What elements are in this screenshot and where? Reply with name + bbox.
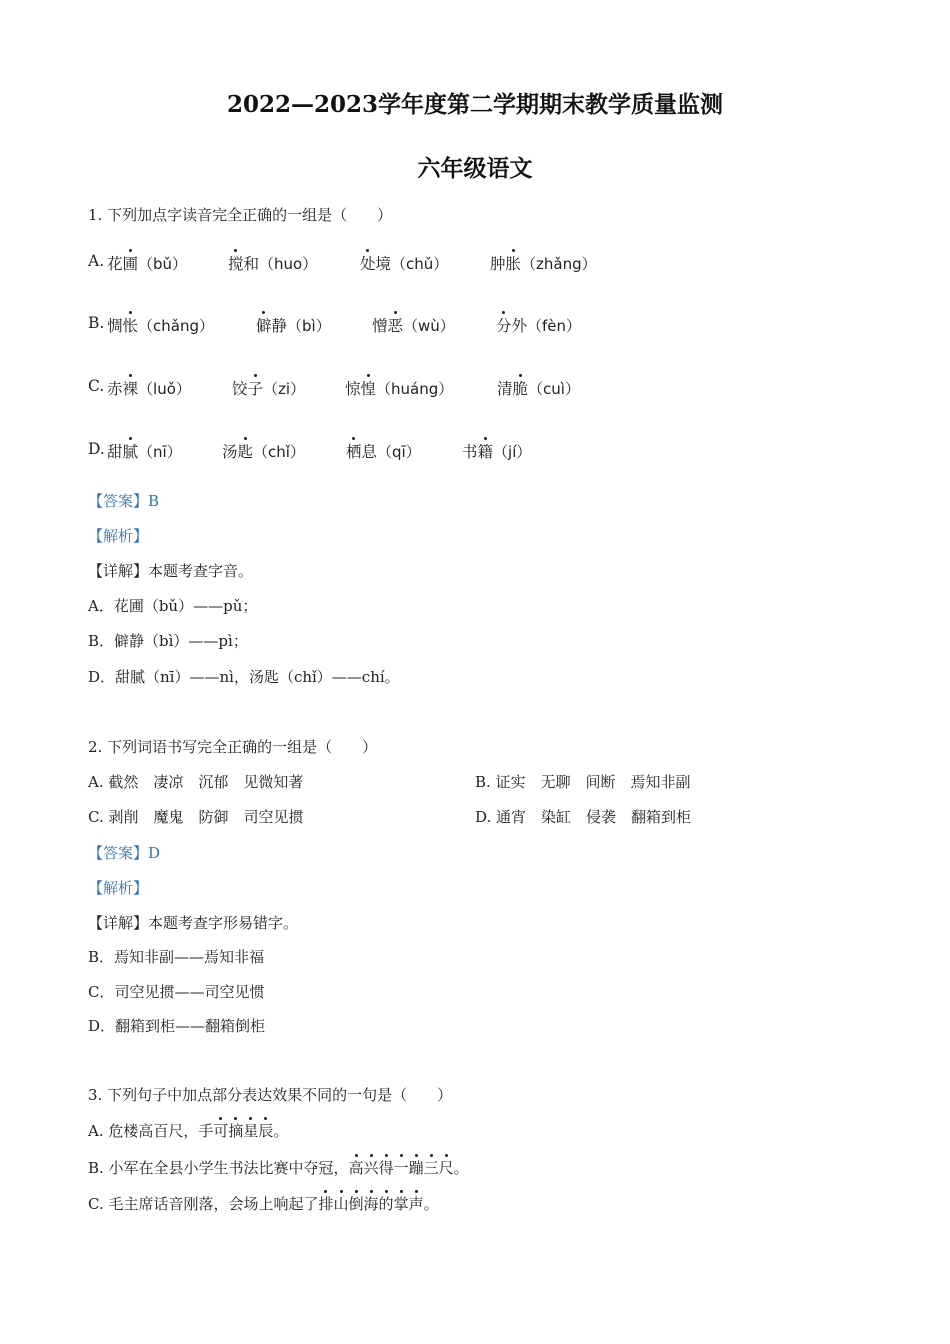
q2-answer: 【答案】D (88, 844, 161, 862)
dotted-char: 的 (378, 1195, 394, 1213)
option-label: A. (88, 252, 105, 270)
q1-option-word (107, 440, 182, 462)
pinyin: （fèn） (527, 317, 582, 335)
q1-analysis: 【解析】 (88, 527, 149, 545)
q1-row-a (88, 252, 104, 270)
word-char: 憎 (372, 317, 388, 335)
q2-note-c: C．司空见掼——司空见惯 (88, 983, 265, 1001)
dotted-char: 声 (408, 1195, 424, 1213)
dotted-char: 辰 (258, 1122, 274, 1140)
pinyin: （zhǎng） (521, 255, 597, 273)
q2-note-d: D．翻箱到柜——翻箱倒柜 (88, 1017, 266, 1035)
word-char: 饺 (232, 380, 248, 398)
dotted-char: 恶 (388, 314, 404, 336)
q1-option-word (107, 377, 191, 399)
dotted-char: 蹦 (408, 1159, 424, 1177)
dotted-char: 星 (243, 1122, 259, 1140)
dotted-char: 圃 (123, 252, 139, 274)
dotted-char: 摘 (228, 1122, 244, 1140)
word-char: 花 (107, 255, 123, 273)
q1-option-word (232, 377, 305, 399)
dotted-char: 匙 (238, 440, 254, 462)
option-label: D. (88, 440, 105, 458)
q3-a-post: 。 (273, 1122, 289, 1140)
pinyin: （qī） (377, 443, 421, 461)
q1-option-word (490, 252, 597, 274)
q1-note-b: B．僻静（bì）——pì； (88, 632, 248, 650)
dotted-char: 分 (496, 314, 512, 336)
pinyin: （huáng） (376, 380, 454, 398)
q3-a-pre: A. 危楼高百尺，手 (88, 1122, 214, 1140)
pinyin: （cuì） (528, 380, 580, 398)
dotted-char: 倒 (348, 1195, 364, 1213)
q1-row-d (88, 440, 105, 458)
word-char: 惊 (345, 380, 361, 398)
q3-option-a (88, 1120, 288, 1141)
q1-row-c (88, 377, 104, 395)
word-char: 甜 (107, 443, 123, 461)
q3-b-pre: B. 小军在全县小学生书法比赛中夺冠， (88, 1159, 349, 1177)
document-subtitle: 六年级语文 (417, 155, 533, 182)
q1-option-word (107, 252, 187, 274)
pinyin: （jí） (493, 443, 532, 461)
q3-c-pre: C. 毛主席话音刚落，会场上响起了 (88, 1195, 319, 1213)
dotted-char: 排 (318, 1195, 334, 1213)
option-label: C. (88, 377, 105, 395)
dotted-char: 山 (333, 1195, 349, 1213)
pinyin: （chǎng） (138, 317, 215, 335)
q3-option-c (88, 1193, 439, 1214)
q1-option-word (256, 314, 331, 336)
q1-option-word (222, 440, 305, 462)
pinyin: （bǔ） (138, 255, 188, 273)
dotted-char: 僻 (256, 314, 272, 336)
dotted-char: 得 (378, 1159, 394, 1177)
pinyin: （huo） (259, 255, 318, 273)
pinyin: （luǒ） (138, 380, 191, 398)
q1-detail: 【详解】本题考查字音。 (88, 562, 254, 580)
pinyin: （chǔ） (391, 255, 449, 273)
dotted-char: 子 (248, 377, 264, 399)
dotted-char: 搅 (228, 252, 244, 274)
q1-option-word (372, 314, 455, 336)
q2-detail: 【详解】本题考查字形易错字。 (88, 914, 299, 932)
q1-note-a: A．花圃（bǔ）——pǔ； (88, 597, 258, 615)
dotted-char: 高 (348, 1159, 364, 1177)
word-char: 境 (375, 255, 392, 273)
q2-option-d: D. 通宵 染缸 侵袭 翻箱到柜 (475, 808, 692, 826)
dotted-char: 海 (363, 1195, 379, 1213)
dotted-char: 三 (423, 1159, 439, 1177)
q1-option-word (497, 377, 580, 399)
pinyin: （nī） (138, 443, 182, 461)
word-char: 肿 (490, 255, 506, 273)
word-char: 汤 (222, 443, 238, 461)
dotted-char: 脆 (513, 377, 529, 399)
q1-row-b (88, 314, 104, 332)
word-char: 赤 (107, 380, 123, 398)
q2-option-c: C. 剥削 魔鬼 防御 司空见掼 (88, 808, 304, 826)
pinyin: （wù） (403, 317, 455, 335)
pinyin: （zi） (263, 380, 306, 398)
q3-b-post: 。 (453, 1159, 469, 1177)
dotted-char: 尺 (438, 1159, 454, 1177)
q1-note-d: D．甜腻（nī）——nì，汤匙（chǐ）——chí。 (88, 668, 400, 686)
q3-stem: 3. 下列句子中加点部分表达效果不同的一句是（ ） (88, 1086, 453, 1104)
q1-answer: 【答案】B (88, 492, 160, 510)
dotted-char: 处 (360, 252, 376, 274)
q2-analysis: 【解析】 (88, 879, 149, 897)
dotted-char: 掌 (393, 1195, 409, 1213)
dotted-char: 胀 (506, 252, 522, 274)
document-title: 2022—2023学年度第二学期期末教学质量监测 (226, 91, 724, 118)
q1-option-word (228, 252, 317, 274)
q2-option-b: B. 证实 无聊 间断 焉知非副 (475, 773, 691, 791)
word-char: 惆 (107, 317, 123, 335)
word-char: 外 (511, 317, 528, 335)
q1-option-word (345, 377, 453, 399)
dotted-char: 腻 (123, 440, 139, 462)
q1-option-word (360, 252, 448, 274)
pinyin: （chǐ） (253, 443, 305, 461)
word-char: 和 (243, 255, 260, 273)
word-char: 静 (271, 317, 288, 335)
dotted-char: 栖 (346, 440, 362, 462)
q1-option-word (496, 314, 581, 336)
q3-option-b (88, 1157, 469, 1178)
dotted-char: 可 (213, 1122, 229, 1140)
q1-option-word (107, 314, 214, 336)
q2-note-b: B．焉知非副——焉知非福 (88, 948, 265, 966)
q1-option-word (346, 440, 421, 462)
word-char: 息 (361, 443, 378, 461)
dotted-char: 怅 (123, 314, 139, 336)
q3-c-post: 。 (423, 1195, 439, 1213)
q2-stem: 2. 下列词语书写完全正确的一组是（ ） (88, 738, 378, 756)
word-char: 书 (462, 443, 478, 461)
q2-option-a: A. 截然 凄凉 沉郁 见微知著 (88, 773, 304, 791)
q1-stem: 1. 下列加点字读音完全正确的一组是（ ） (88, 206, 393, 224)
dotted-char: 惶 (361, 377, 377, 399)
q1-option-word (462, 440, 531, 462)
dotted-char: 兴 (363, 1159, 379, 1177)
dotted-char: 一 (393, 1159, 409, 1177)
word-char: 清 (497, 380, 513, 398)
option-label: B. (88, 314, 105, 332)
pinyin: （bì） (287, 317, 331, 335)
dotted-char: 裸 (123, 377, 139, 399)
dotted-char: 籍 (478, 440, 494, 462)
